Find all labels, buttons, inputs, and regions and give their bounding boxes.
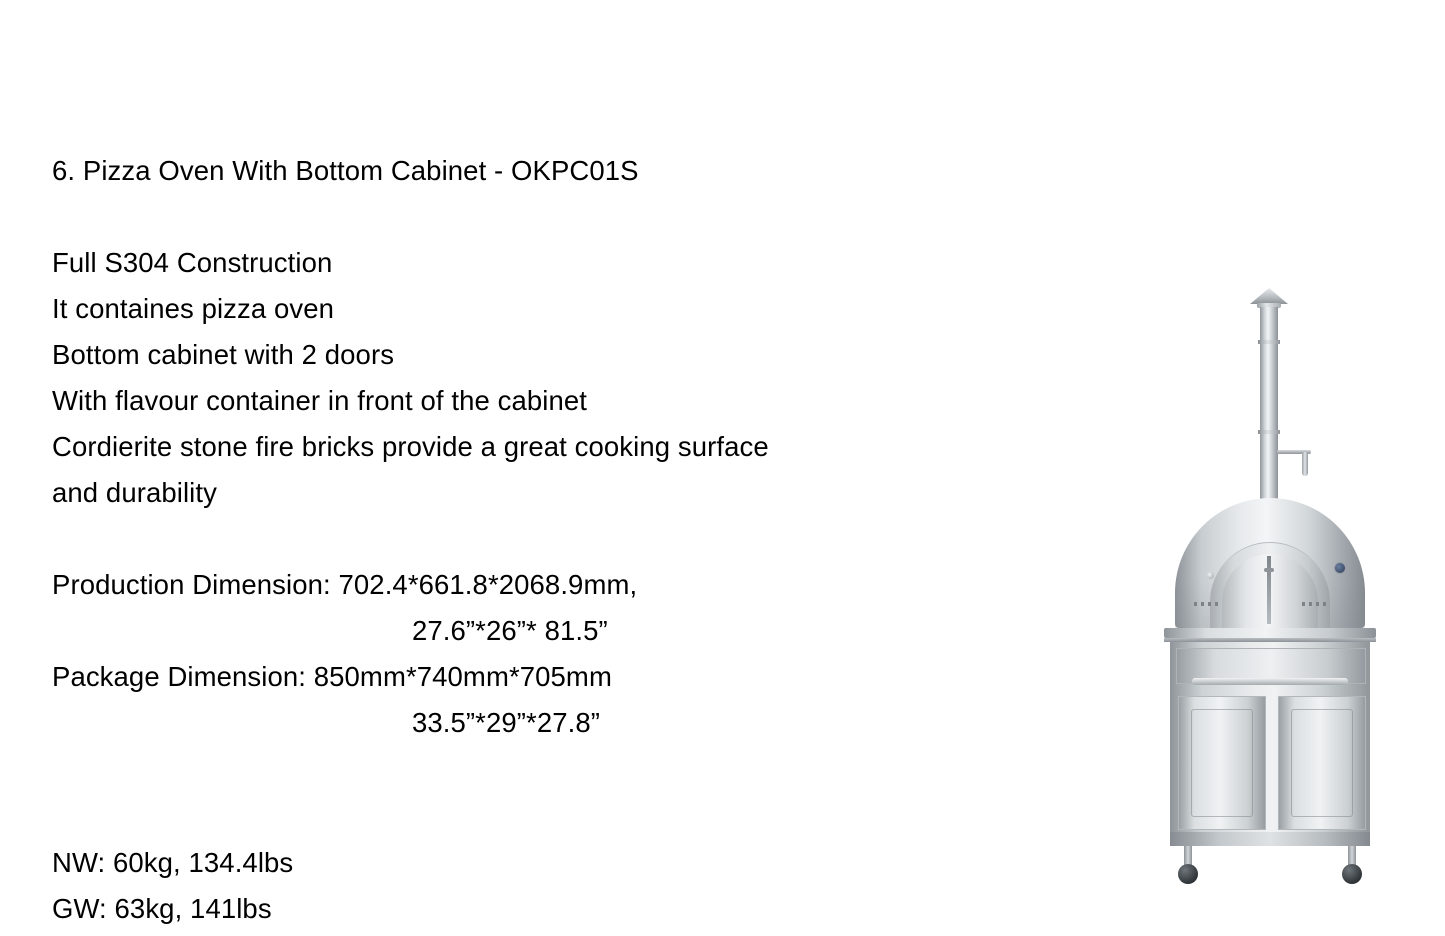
slide-text-block bbox=[52, 148, 1012, 932]
spacer bbox=[52, 194, 1012, 240]
spacer bbox=[52, 746, 1012, 840]
feature-line-4: With flavour container in front of the cabinet bbox=[52, 385, 588, 416]
chimney-ring bbox=[1258, 340, 1280, 344]
production-dimension: Production Dimension: 702.4*661.8*2068.9mm, bbox=[52, 569, 638, 600]
spacer bbox=[52, 516, 1012, 562]
caster-wheel-right bbox=[1342, 864, 1362, 884]
vent-right-icon bbox=[1302, 602, 1328, 606]
side-handle-knob bbox=[1302, 452, 1308, 476]
package-dimension-inches: 33.5”*29”*27.8” bbox=[412, 707, 601, 738]
control-knob-icon bbox=[1207, 572, 1214, 579]
caster-wheel-left bbox=[1178, 864, 1198, 884]
net-weight: NW: 60kg, 134.4lbs bbox=[52, 847, 294, 878]
page-title: 6. Pizza Oven With Bottom Cabinet - OKPC01S bbox=[52, 155, 639, 186]
oven-door-seam bbox=[1267, 556, 1271, 624]
feature-line-6: and durability bbox=[52, 477, 217, 508]
feature-line-2: It containes pizza oven bbox=[52, 293, 335, 324]
door-inset bbox=[1191, 709, 1253, 817]
chimney bbox=[1260, 307, 1278, 507]
cabinet-base bbox=[1170, 832, 1370, 846]
feature-line-3: Bottom cabinet with 2 doors bbox=[52, 339, 395, 370]
product-image-pizza-oven bbox=[1150, 280, 1370, 900]
cabinet-door-left bbox=[1178, 696, 1266, 830]
counter-top bbox=[1164, 628, 1376, 638]
chimney-cap-icon bbox=[1250, 288, 1288, 304]
package-dimension: Package Dimension: 850mm*740mm*705mm bbox=[52, 661, 612, 692]
gross-weight: GW: 63kg, 141lbs bbox=[52, 893, 272, 924]
door-inset bbox=[1291, 709, 1353, 817]
thermometer-icon bbox=[1334, 562, 1346, 574]
drawer-handle bbox=[1192, 678, 1348, 685]
feature-line-1: Full S304 Construction bbox=[52, 247, 333, 278]
vent-left-icon bbox=[1194, 602, 1220, 606]
cabinet-door-right bbox=[1278, 696, 1366, 830]
production-dimension-inches: 27.6”*26”* 81.5” bbox=[412, 615, 608, 646]
feature-line-5: Cordierite stone fire bricks provide a great cooking surface bbox=[52, 431, 769, 462]
oven-door-handle bbox=[1264, 568, 1274, 572]
chimney-ring bbox=[1258, 430, 1280, 434]
